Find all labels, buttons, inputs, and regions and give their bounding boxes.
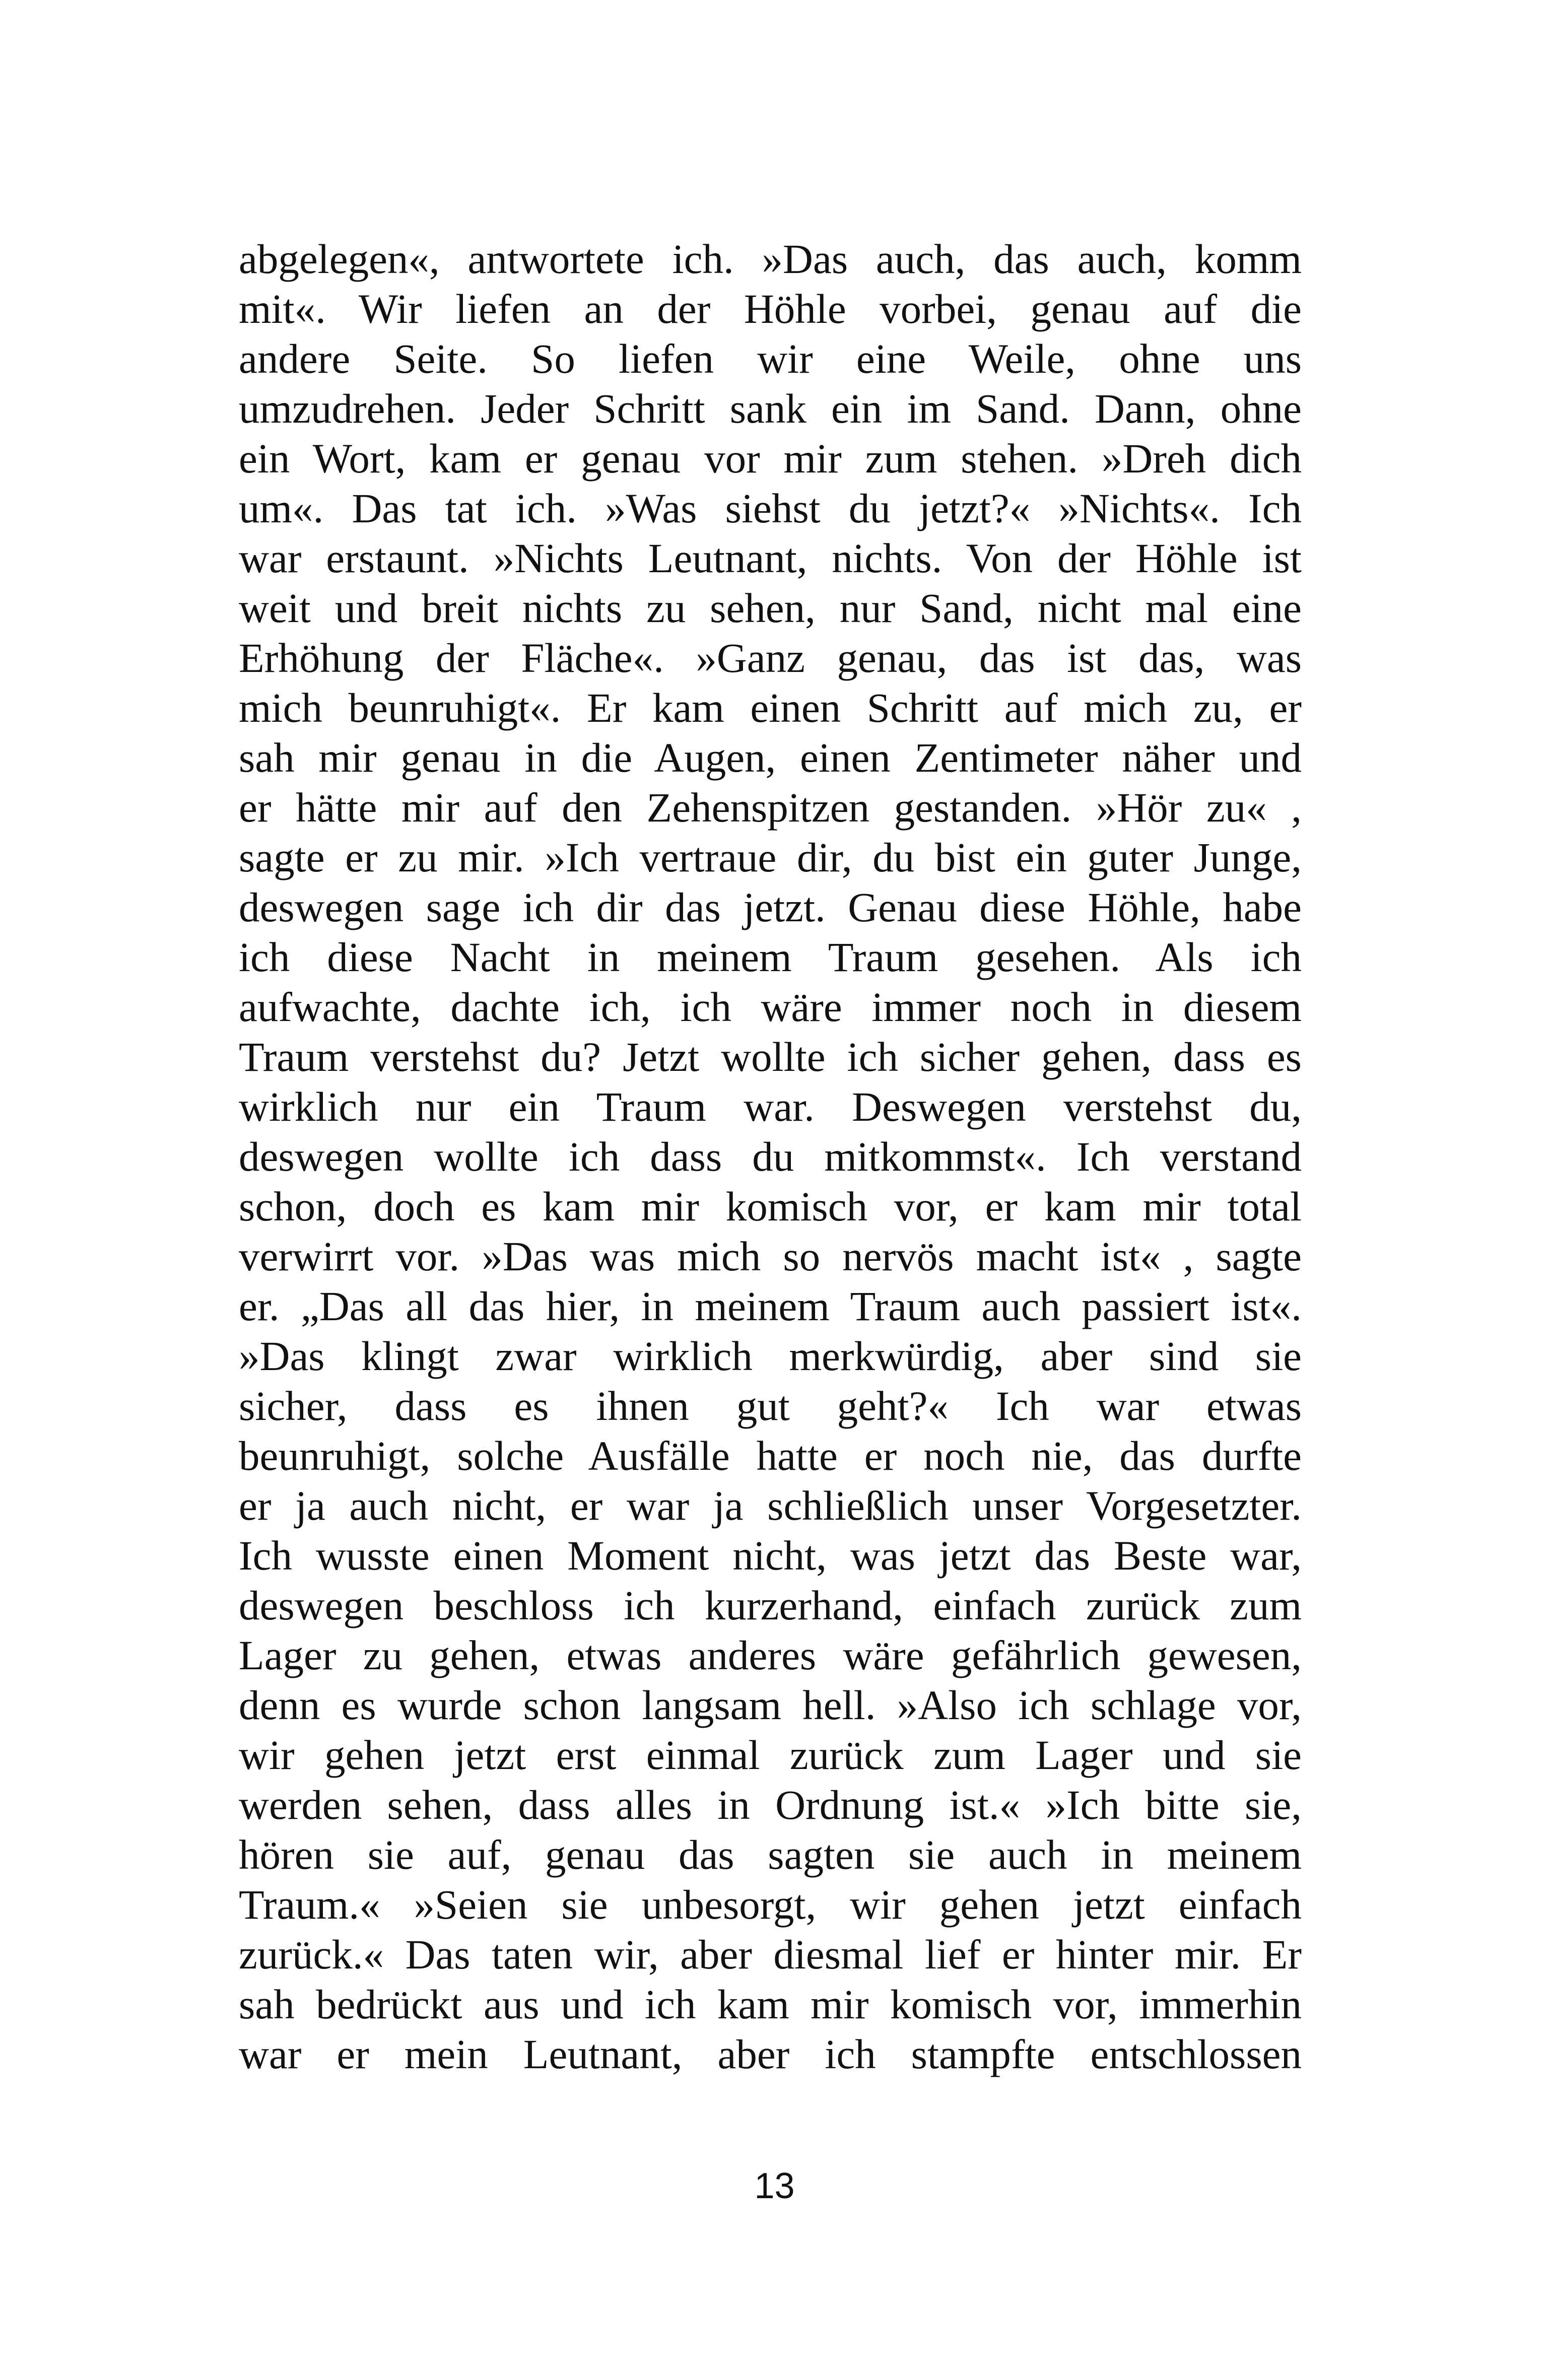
body-text — [239, 234, 1302, 2079]
text-line: mit«. Wir liefen an der Höhle vorbei, genau auf die — [239, 286, 1302, 332]
text-line: Traum verstehst du? Jetzt wollte ich sicher gehen, dass es — [239, 1034, 1302, 1080]
text-line: wir gehen jetzt erst einmal zurück zum Lager und sie — [239, 1732, 1302, 1778]
text-line: um«. Das tat ich. »Was siehst du jetzt?« »Nichts«. Ich — [239, 485, 1302, 531]
text-line: deswegen sage ich dir das jetzt. Genau diese Höhle, habe — [239, 884, 1302, 930]
text-line: andere Seite. So liefen wir eine Weile, ohne uns — [239, 335, 1302, 382]
text-line: werden sehen, dass alles in Ordnung ist.« »Ich bitte sie, — [239, 1782, 1302, 1828]
text-line: »Das klingt zwar wirklich merkwürdig, aber sind sie — [239, 1333, 1302, 1379]
text-line: sah bedrückt aus und ich kam mir komisch vor, immerhin — [239, 1981, 1302, 2027]
text-line: aufwachte, dachte ich, ich wäre immer noch in diesem — [239, 984, 1302, 1030]
text-line: war er mein Leutnant, aber ich stampfte entschlossen — [239, 2031, 1302, 2077]
text-line: ein Wort, kam er genau vor mir zum stehen. »Dreh dich — [239, 435, 1302, 482]
text-line: er ja auch nicht, er war ja schließlich unser Vorgesetzter. — [239, 1482, 1302, 1529]
text-line: er. „Das all das hier, in meinem Traum auch passiert ist«. — [239, 1283, 1302, 1329]
text-line: schon, doch es kam mir komisch vor, er kam mir total — [239, 1183, 1302, 1230]
text-line: er hätte mir auf den Zehenspitzen gestanden. »Hör zu« , — [239, 784, 1302, 831]
text-line: deswegen beschloss ich kurzerhand, einfach zurück zum — [239, 1582, 1302, 1628]
text-line: denn es wurde schon langsam hell. »Also ich schlage vor, — [239, 1682, 1302, 1728]
text-line: Ich wusste einen Moment nicht, was jetzt das Beste war, — [239, 1532, 1302, 1579]
text-line: deswegen wollte ich dass du mitkommst«. Ich verstand — [239, 1133, 1302, 1180]
text-line: beunruhigt, solche Ausfälle hatte er noch nie, das durfte — [239, 1433, 1302, 1479]
page-number: 13 — [754, 2166, 795, 2206]
text-line: Traum.« »Seien sie unbesorgt, wir gehen jetzt einfach — [239, 1881, 1302, 1928]
text-line: umzudrehen. Jeder Schritt sank ein im Sand. Dann, ohne — [239, 385, 1302, 432]
text-line: zurück.« Das taten wir, aber diesmal lief er hinter mir. Er — [239, 1931, 1302, 1978]
text-line: Erhöhung der Fläche«. »Ganz genau, das ist das, was — [239, 635, 1302, 681]
text-line: hören sie auf, genau das sagten sie auch in meinem — [239, 1831, 1302, 1878]
text-line: sicher, dass es ihnen gut geht?« Ich war etwas — [239, 1383, 1302, 1429]
text-line: wirklich nur ein Traum war. Deswegen verstehst du, — [239, 1083, 1302, 1130]
text-line: Lager zu gehen, etwas anderes wäre gefährlich gewesen, — [239, 1632, 1302, 1678]
text-line: ich diese Nacht in meinem Traum gesehen. Als ich — [239, 934, 1302, 980]
text-line: mich beunruhigt«. Er kam einen Schritt auf mich zu, er — [239, 685, 1302, 731]
text-line: verwirrt vor. »Das was mich so nervös macht ist« , sagte — [239, 1233, 1302, 1279]
text-line: abgelegen«, antwortete ich. »Das auch, das auch, komm — [239, 236, 1302, 282]
text-line: war erstaunt. »Nichts Leutnant, nichts. Von der Höhle ist — [239, 535, 1302, 581]
text-line: weit und breit nichts zu sehen, nur Sand, nicht mal eine — [239, 585, 1302, 631]
text-line: sagte er zu mir. »Ich vertraue dir, du bist ein guter Junge, — [239, 834, 1302, 880]
text-line: sah mir genau in die Augen, einen Zentimeter näher und — [239, 734, 1302, 781]
